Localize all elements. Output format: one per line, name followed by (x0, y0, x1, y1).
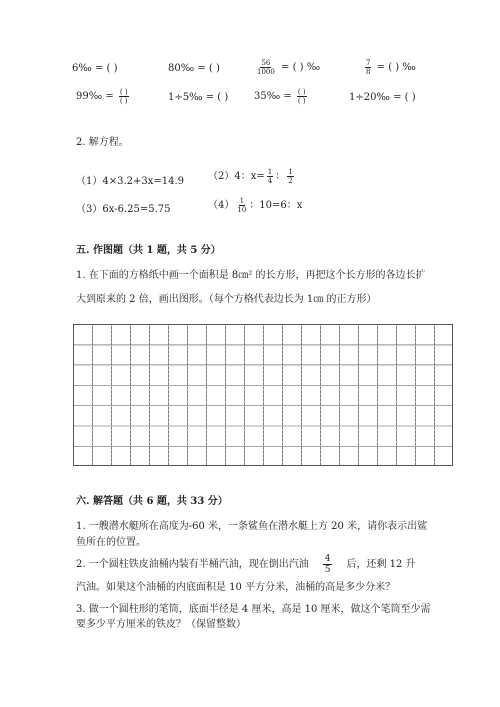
answer-q1-line1: 1. 一艘潜水艇所在高度为-60 米，一条鲨鱼在潜水艇上方 20 米，请你表示出鲨 (76, 521, 428, 532)
conversion-7: 35‰ = $\frac{( )}{( )}$ (254, 88, 306, 105)
section-title-answers: 六. 解答题（共 6 题，共 33 分） (76, 496, 228, 507)
conversion-3: $\frac{56}{1000}$ = ( ) ‰ (257, 59, 321, 76)
section-title-drawing: 五. 作图题（共 1 题，共 5 分） (76, 245, 221, 256)
answer-q2-line2: 汽油。如果这个油桶的内底面积是 10 平方分米，油桶的高是多少分米？ (76, 582, 396, 593)
conversion-5: 99‰ = $\frac{( )}{( )}$ (76, 88, 128, 105)
equation-2: （2）4：x= $\frac{1}{4}$ ： $\frac{1}{2}$ (208, 168, 293, 185)
section-heading-equations: 2. 解方程。 (76, 137, 129, 148)
fraction: $\frac{4}{5}$ (324, 554, 331, 575)
conversion-8: 1÷20‰ = ( ) (349, 92, 416, 103)
equation-3: （3）6x-6.25=5.75 (76, 204, 171, 215)
equation-1: （1）4×3.2+3x=14.9 (76, 176, 185, 187)
answer-q2-line1: 2. 一个圆柱铁皮油桶内装有半桶汽油，现在倒出汽油 $\frac{4}{5}$ 后，还剩 12 升 (76, 554, 416, 575)
answer-q3-line2: 要多少平方厘米的铁皮？（保留整数） (76, 619, 246, 630)
fraction: $\frac{1}{2}$ (288, 168, 293, 185)
conversion-2: 80‰ = ( ) (168, 63, 220, 74)
fraction: $\frac{1}{10}$ (237, 197, 247, 214)
conversion-4: $\frac{7}{8}$ = ( ) ‰ (366, 59, 416, 76)
grid-paper[interactable] (73, 324, 453, 466)
drawing-question-line2: 大到原来的 2 倍，画出图形。（每个方格代表边长为 1㎝ 的正方形） (76, 294, 377, 305)
conversion-1: 6‰ = ( ) (72, 63, 118, 74)
blank-fraction: $\frac{( )}{( )}$ (297, 88, 306, 105)
equation-4: （4） $\frac{1}{10}$ ：10=6：x (208, 197, 303, 214)
fraction: $\frac{56}{1000}$ (257, 59, 275, 76)
fraction: $\frac{7}{8}$ (366, 59, 371, 76)
drawing-question-line1: 1. 在下面的方格纸中画一个面积是 8㎝² 的长方形，再把这个长方形的各边长扩 (76, 270, 426, 281)
answer-q1-line2: 鱼所在的位置。 (76, 537, 146, 548)
fraction: $\frac{1}{4}$ (267, 168, 273, 185)
conversion-6: 1÷5‰ = ( ) (168, 92, 229, 103)
answer-q3-line1: 3. 做一个圆柱形的笔筒，底面半径是 4 厘米，高是 10 厘米，做这个笔筒至少需 (76, 604, 431, 615)
blank-fraction: $\frac{( )}{( )}$ (119, 88, 128, 105)
